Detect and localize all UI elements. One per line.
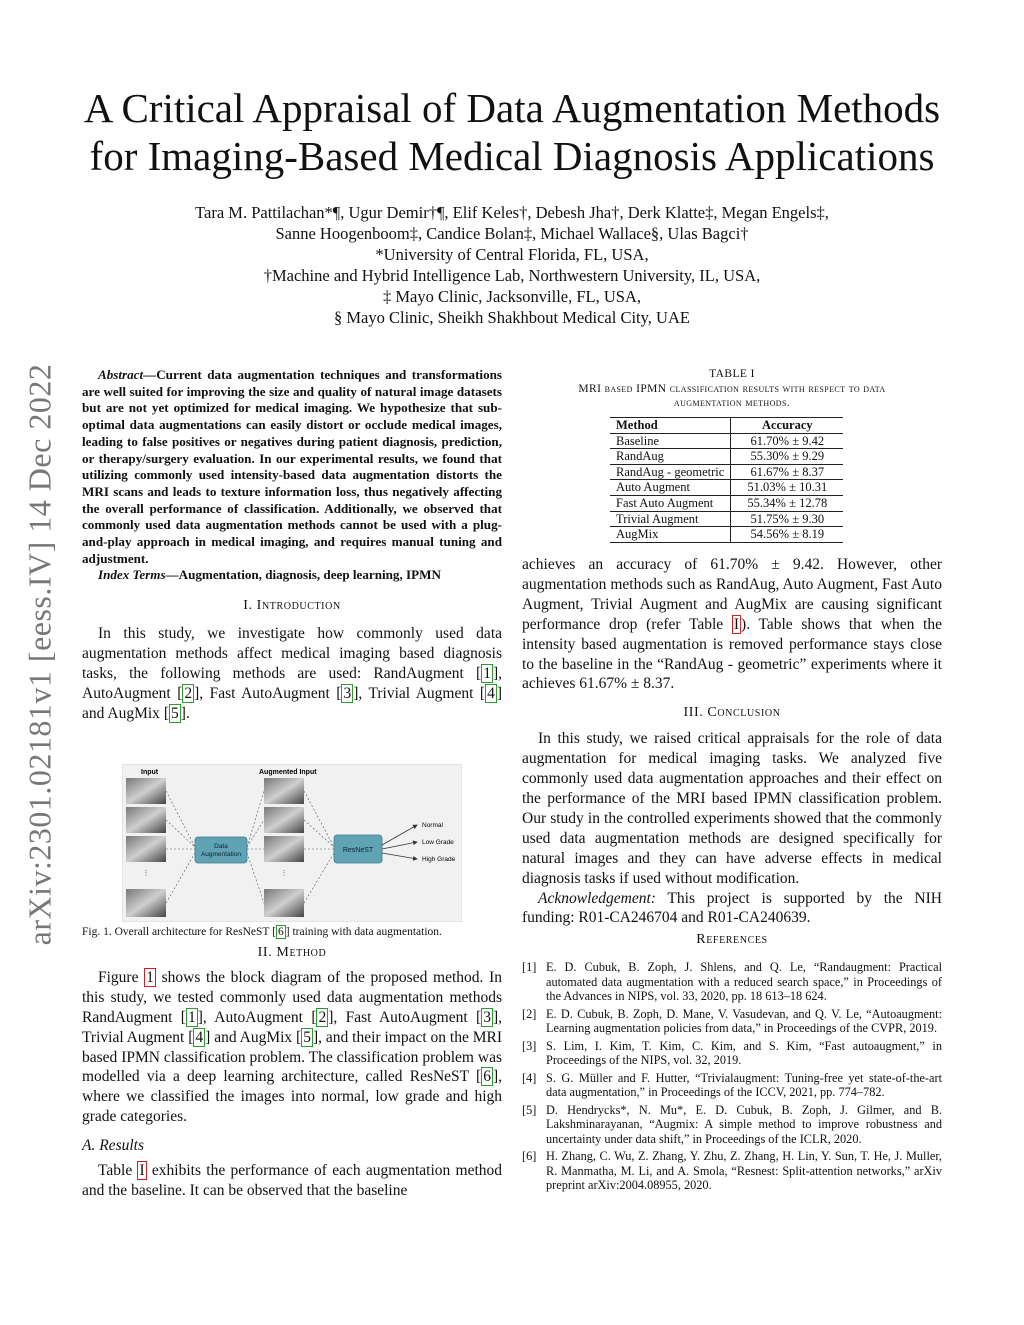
reference-item: [5] D. Hendrycks*, N. Mu*, E. D. Cubuk, B. Zoph, J. Gilmer, and B. Lakshminarayanan, “Augmix: A simple method to improve robustness and uncertainty under data shift,” in Proceedings of the ICLR, 2020. <box>522 1102 942 1146</box>
citation-link[interactable]: 4 <box>487 684 495 702</box>
class-low-grade-label: Low Grade <box>422 839 454 846</box>
affiliation: *University of Central Florida, FL, USA, <box>375 245 649 264</box>
input-label: Input <box>141 769 159 776</box>
results-table <box>610 417 843 543</box>
section-heading-references: References <box>696 932 768 948</box>
arxiv-identifier <box>16 352 64 957</box>
svg-text:ResNeST: ResNeST <box>342 847 374 854</box>
results-paragraph: Table I exhibits the performance of each augmentation method and the baseline. It can be observed that the baseline <box>82 1162 503 1199</box>
authors-line-2: Sanne Hoogenboom‡, Candice Bolan‡, Michael Wallace§, Ulas Bagci† <box>275 224 749 243</box>
citation-link[interactable]: 2 <box>318 1008 327 1026</box>
reference-item: [3] S. Lim, I. Kim, T. Kim, C. Kim, and S. Kim, “Fast autoaugment,” in Proceedings of the NIPS, vol. 32, 2019. <box>522 1038 942 1067</box>
mri-input-thumb <box>126 807 166 833</box>
index-terms: Index Terms—Augmentation, diagnosis, deep learning, IPMN <box>98 567 441 583</box>
table-row: RandAug 55.30% ± 9.29 <box>610 449 843 465</box>
mri-input-thumb <box>126 889 166 917</box>
affiliation: ‡ Mayo Clinic, Jacksonville, FL, USA, <box>382 287 642 306</box>
figure-architecture-diagram <box>122 764 462 922</box>
class-normal-label: Normal <box>422 822 443 829</box>
class-high-grade-label: High Grade <box>422 856 456 863</box>
figure-ref-link[interactable]: 1 <box>146 968 154 986</box>
mri-augmented-thumb <box>264 889 304 917</box>
arxiv-id-text: arXiv:2301.02181v1 [eess.IV] 14 Dec 2022 <box>21 363 58 946</box>
acknowledgement: Acknowledgement: This project is supported by the NIH funding: R01-CA246704 and R01-CA240639. <box>522 889 942 927</box>
reference-item: [2] E. D. Cubuk, B. Zoph, D. Mane, V. Vasudevan, and Q. V. Le, “Autoaugment: Learning augmentation policies from data,” in Proceedings of the CVPR, 2019. <box>522 1006 942 1035</box>
citation-link[interactable]: 5 <box>170 704 179 722</box>
table-label: TABLE I <box>709 368 755 380</box>
column-header: Method <box>610 418 731 434</box>
data-augmentation-box <box>195 837 247 863</box>
table-row: Auto Augment 51.03% ± 10.31 <box>610 480 843 496</box>
table-row: RandAug - geometric 61.67% ± 8.37 <box>610 464 843 480</box>
svg-text:Data: Data <box>214 843 228 850</box>
table-row: Trivial Augment 51.75% ± 9.30 <box>610 511 843 527</box>
figure-caption: Fig. 1. Overall architecture for ResNeST [ 6 ] training with data augmentation. <box>82 926 442 938</box>
table-ref-link[interactable]: I <box>139 1162 145 1180</box>
affiliation: § Mayo Clinic, Sheikh Shakhbout Medical City, UAE <box>334 308 690 327</box>
svg-text:Augmentation: Augmentation <box>200 851 242 858</box>
method-paragraph: Figure 1 shows the block diagram of the proposed method. In this study, we tested commonly used data augmentation methods RandAugment [ 1 ], AutoAugment [ 2 ], Fast AutoAugment [ 3 ], Trivial Augment [ 4 ] and AugMix [ 5 ], and their impact on the MRI based IPMN classification problem. The classification problem was modelled via a deep learning architecture, called ResNeST [ 6 ], where we classified the images into normal, low grade and high grade categories. <box>82 968 503 1126</box>
mri-augmented-thumb <box>264 807 304 833</box>
table-row: Baseline 61.70% ± 9.42 <box>610 433 843 449</box>
citation-link[interactable]: 6 <box>483 1068 491 1086</box>
subsection-heading-results: A. Results <box>82 1137 144 1155</box>
architecture-svg <box>123 765 461 921</box>
section-heading-conclusion: III. Conclusion <box>683 705 781 721</box>
output-arrows <box>382 825 417 859</box>
reference-item: [4] S. G. Müller and F. Hutter, “Trivialaugment: Tuning-free yet state-of-the-art data augmentation,” in Proceedings of the ICCV, 2021, pp. 774–782. <box>522 1070 942 1099</box>
augmented-input-label: Augmented Input <box>259 769 317 776</box>
reference-item: [1] E. D. Cubuk, B. Zoph, J. Shlens, and Q. Le, “Randaugment: Practical automated data augmentation with a reduced search space,” in Proceedings of the Advances in NIPS, vol. 33, 2020, pp. 18 613–18 624. <box>522 960 942 1003</box>
table-header-row <box>610 418 843 434</box>
ellipsis-icon: ⋮ <box>280 869 288 877</box>
affiliation: †Machine and Hybrid Intelligence Lab, Northwestern University, IL, USA, <box>263 266 761 285</box>
table-caption: TABLE I MRI based IPMN classification results with respect to data augmentation methods. <box>522 367 942 411</box>
mri-input-thumb <box>126 836 166 862</box>
citation-link[interactable]: 3 <box>343 684 352 702</box>
mri-input-thumb <box>126 778 166 804</box>
citation-link[interactable]: 2 <box>184 684 193 702</box>
ellipsis-icon: ⋮ <box>142 869 150 877</box>
citation-link[interactable]: 1 <box>187 1008 196 1026</box>
citation-link[interactable]: 3 <box>483 1008 491 1026</box>
paper-title: A Critical Appraisal of Data Augmentation Methods for Imaging-Based Medical Diagnosis Applications <box>83 85 941 179</box>
reference-item: [6] H. Zhang, C. Wu, Z. Zhang, Y. Zhu, Z. Zhang, H. Lin, Y. Sun, T. He, J. Muller, R. Manmatha, M. Li, and A. Smola, “Resnest: Split-attention networks,” arXiv preprint arXiv:2004.08955, 2020. <box>522 1149 942 1192</box>
authors-line-1: Tara M. Pattilachan*¶, Ugur Demir†¶, Elif Keles†, Debesh Jha†, Derk Klatte‡, Megan Engels‡, <box>195 203 829 222</box>
author-block <box>80 202 944 328</box>
mri-augmented-thumb <box>264 836 304 862</box>
section-heading-introduction: I. Introduction <box>243 598 341 614</box>
column-header: Accuracy <box>731 418 844 434</box>
left-column-top <box>82 367 502 724</box>
citation-link[interactable]: 4 <box>195 1028 204 1046</box>
citation-link[interactable]: 1 <box>483 664 491 682</box>
mri-augmented-thumb <box>264 778 304 804</box>
right-column <box>522 555 942 950</box>
table-row: Fast Auto Augment 55.34% ± 12.78 <box>610 495 843 511</box>
references-list <box>522 960 942 1196</box>
citation-link[interactable]: 5 <box>303 1028 311 1046</box>
results-continued-paragraph: achieves an accuracy of 61.70% ± 9.42. However, other augmentation methods such as RandAug, Auto Augment, Fast Auto Augment, Trivial Augment and AugMix are causing significant performance drop (refer Table I ). Table shows that when the intensity based augmentation is removed performance stays close to the baseline in the “RandAug - geometric” experiments where it achieves 61.67% ± 8.37. <box>522 556 942 693</box>
left-column-bottom <box>82 943 502 1201</box>
citation-link[interactable]: 6 <box>277 926 284 938</box>
section-heading-method: II. Method <box>257 945 327 960</box>
table-row: AugMix 54.56% ± 8.19 <box>610 527 843 543</box>
table-ref-link[interactable]: I <box>733 615 740 633</box>
flow-lines <box>166 791 334 903</box>
conclusion-paragraph: In this study, we raised critical appraisals for the role of data augmentation for medical imaging tasks. We analyzed five commonly used data augmentation approaches and their effect on the performance of the MRI based IPMN classification problem. Our study in the controlled experiments showed that the commonly used data augmentation methods are designed specifically for natural images and they can have adverse effects in medical diagnosis tasks if used without modification. <box>522 730 942 887</box>
abstract: Abstract—Current data augmentation techniques and transformations are well suited for improving the size and quality of natural image datasets but are not yet optimized for medical imaging. We hypothesize that sub-optimal data augmentations can easily distort or occlude medical images, leading to false positives or negatives during patient diagnosis, prediction, or therapy/surgery evaluation. In our experimental results, we found that utilizing commonly used intensity-based data augmentation distorts the MRI scans and leads to texture information loss, thus negatively affecting the overall performance of classification. Additionally, we observed that commonly used data augmentation methods cannot be used with a plug-and-play approach in medical imaging, and requires manual tuning and adjustment. <box>82 367 502 566</box>
intro-paragraph: In this study, we investigate how commonly used data augmentation methods affect medical imaging based diagnosis tasks, the following methods are used: RandAugment [ 1 ], AutoAugment [ 2 ], Fast AutoAugment [ 3 ], Trivial Augment [ 4 ] and AugMix [ 5 ]. <box>82 625 503 722</box>
